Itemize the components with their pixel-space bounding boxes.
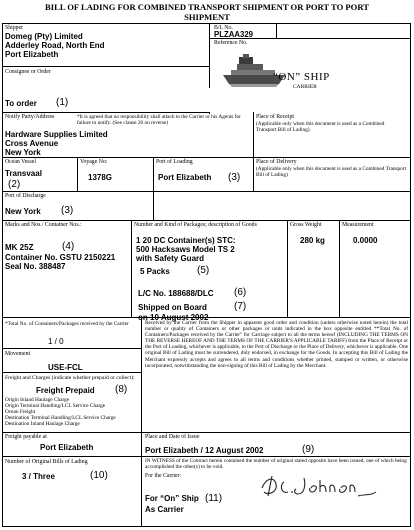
place-of-receipt-label: Place of Receipt [256, 114, 294, 120]
marker-6: (6) [234, 287, 247, 298]
terms-text: Received by the Carrier from the Shipper in apparent good order and condition (unless otherwise noted herein) the total number or quality of Containers or other packages or units indicated in the box opposite entitled **Total No. of Containers/Packages received by the Carrier" for Carriage subject to all the terms hereof (INCLUDING THE TERMS ON THE REVERSE HEREOF AND THE TERMS OF THE CARRIER'S APPLICABLE TARIFF) from the Place of Receipt or the Port of Loading, whichever is applicable, to the Port of Discharge or the Place of Delivery, whichever is applicable. One original Bill of Lading must be surrendered, duly endorsed, in exchange for the Goods. In accepting this Bill of Lading the Merchant expressly accepts and agrees to all terms and conditions whether printed, stamped or written, or otherwise incorporated, notwithstanding the non-signing of this Bill of Lading by the Merchant. [145, 320, 408, 369]
for-carrier-label: For the Carrier: [145, 473, 182, 479]
marker-3b: (3) [61, 205, 74, 216]
movement-label: Movement [5, 351, 31, 357]
title-line-2: SHIPMENT [184, 12, 230, 22]
port-of-discharge-label: Port of Discharge [5, 193, 46, 199]
notify-line-2: Cross Avenue [5, 139, 59, 148]
marker-3a: (3) [228, 172, 241, 183]
marker-2: (2) [8, 179, 21, 190]
consignee-label: Consignee or Order [5, 69, 51, 75]
charge-item: Origin Terminal Handling/LCL Service Charge [5, 403, 106, 409]
originals-value: 3 / Three [22, 472, 55, 481]
carrier-logo-name: “ON” SHIP [273, 71, 330, 83]
marks-line-3: Seal No. 388487 [5, 262, 66, 271]
divider [2, 191, 411, 192]
charge-item: Destination Inland Haulage Charge [5, 421, 80, 427]
divider [2, 348, 141, 349]
title-line-1: BILL OF LADING FOR COMBINED TRANSPORT SHIPMENT OR PORT TO PORT [45, 2, 369, 12]
shipped-line-2: on 10 August 2002 [138, 313, 209, 322]
marks-line-1: MK 25Z [5, 243, 34, 252]
divider [2, 157, 411, 158]
divider [141, 317, 142, 527]
divider [253, 112, 254, 157]
witness-text: IN WITNESS of the Contract herein contained the number of original stated opposite have been issued, one of which being accomplished the other(s) to be void. [145, 458, 407, 471]
divider [339, 220, 340, 317]
lc-number: L/C No. 188688/DLC [138, 289, 214, 298]
freight-label: Freight and Charges (indicate whether prepaid or collect): [5, 375, 135, 381]
originals-label: Number of Original Bills of Lading [5, 459, 88, 465]
reference-no-label: Reference No. [214, 40, 248, 46]
measurement-label: Measurement [342, 222, 374, 228]
consignee-value: To order [5, 99, 37, 108]
carrier-logo-subtitle: CARRIER [293, 84, 317, 90]
shipper-line-3: Port Elizabeth [5, 50, 59, 59]
shipper-line-2: Adderley Road, North End [5, 41, 105, 50]
document-title [0, 2, 414, 22]
marker-11: (11) [205, 493, 223, 504]
marker-9: (9) [302, 444, 315, 455]
divider [77, 157, 78, 191]
notify-note: *It is agreed that no responsibility shall attach to the Carrier or his Agents for failure to notify. (See clause 20 on reverse) [77, 114, 241, 127]
divider [2, 220, 411, 221]
divider [2, 372, 141, 373]
divider [153, 157, 154, 191]
bl-no-value: PLZAA329 [214, 30, 253, 39]
measurement-value: 0.0000 [353, 236, 378, 245]
shipper-label: Shipper [5, 25, 24, 31]
voyage-no-value: 1378G [88, 173, 113, 182]
goods-line-4: 5 Packs [140, 267, 170, 276]
place-of-delivery-label: Place of Delivery [256, 159, 297, 165]
ocean-vessel-value: Transvaal [5, 169, 42, 178]
port-of-loading-label: Port of Loading [156, 159, 193, 165]
marker-5: (5) [197, 265, 210, 276]
divider [209, 23, 210, 88]
total-containers-label: *Total No. of Containers/Packages received by the Carrier [5, 321, 129, 327]
goods-line-1: 1 20 DC Container(s) STC: [136, 236, 236, 245]
divider [131, 220, 132, 317]
place-of-receipt-note: (Applicable only when this document is used as a Combined Transport Bill of Lading). [256, 121, 385, 134]
port-of-loading-value: Port Elizabeth [158, 173, 212, 182]
notify-label: Notify Party/Address [5, 114, 55, 120]
voyage-no-label: Voyage No: [80, 159, 108, 165]
charge-item: Ocean Freight [5, 409, 36, 415]
freight-payable-value: Port Elizabeth [40, 443, 94, 452]
shipped-line-1: Shipped on Board [138, 303, 207, 312]
ocean-vessel-label: Ocean Vessel [5, 159, 36, 165]
total-containers-value: 1 / 0 [48, 337, 64, 346]
divider [2, 66, 209, 67]
notify-line-3: New York [5, 148, 41, 157]
charge-item: Destination Terminal Handling/LCL Service Charge [5, 415, 116, 421]
place-date-issue-value: Port Elizabeth / 12 August 2002 [145, 446, 264, 455]
divider [253, 157, 254, 191]
divider [2, 456, 411, 457]
goods-line-3: with Safety Guard [136, 254, 205, 263]
goods-line-2: 500 Hacksaws Model TS 2 [136, 245, 235, 254]
divider [276, 23, 277, 38]
divider [287, 220, 288, 317]
place-date-issue-label: Place and Date of Issue [145, 434, 200, 440]
for-carrier-line-2: As Carrier [145, 505, 184, 514]
notify-line-1: Hardware Supplies Limited [5, 130, 108, 139]
for-carrier-line-1: For “On” Ship [145, 494, 199, 503]
gross-weight-value: 280 kg [300, 236, 325, 245]
goods-label: Number and Kind of Packages; description of Goods [134, 222, 257, 228]
marker-8: (8) [115, 384, 128, 395]
divider [2, 112, 209, 113]
freight-payable-label: Freight payable at [5, 434, 47, 440]
bl-no-label: B/L No. [214, 25, 233, 31]
marks-line-2: Container No. GSTU 2150221 [5, 253, 116, 262]
divider [2, 432, 411, 433]
marks-label: Marks and Nos./ Container Nos.: [5, 222, 82, 228]
marker-4: (4) [62, 241, 75, 252]
shipper-line-1: Domeg (Pty) Limited [5, 32, 83, 41]
movement-value: USE-FCL [48, 363, 83, 372]
divider [153, 191, 154, 220]
marker-10: (10) [90, 470, 108, 481]
marker-1: (1) [56, 97, 69, 108]
charge-item: Origin Inland Haulage Charge [5, 397, 70, 403]
freight-value: Freight Prepaid [36, 386, 95, 395]
marker-7: (7) [234, 301, 247, 312]
port-of-discharge-value: New York [5, 207, 41, 216]
place-of-delivery-note: (Applicable only when this document is used as a Combined Transport Bill of Lading) [256, 166, 407, 179]
gross-weight-label: Gross Weight [290, 222, 322, 228]
signature-icon [258, 470, 383, 502]
